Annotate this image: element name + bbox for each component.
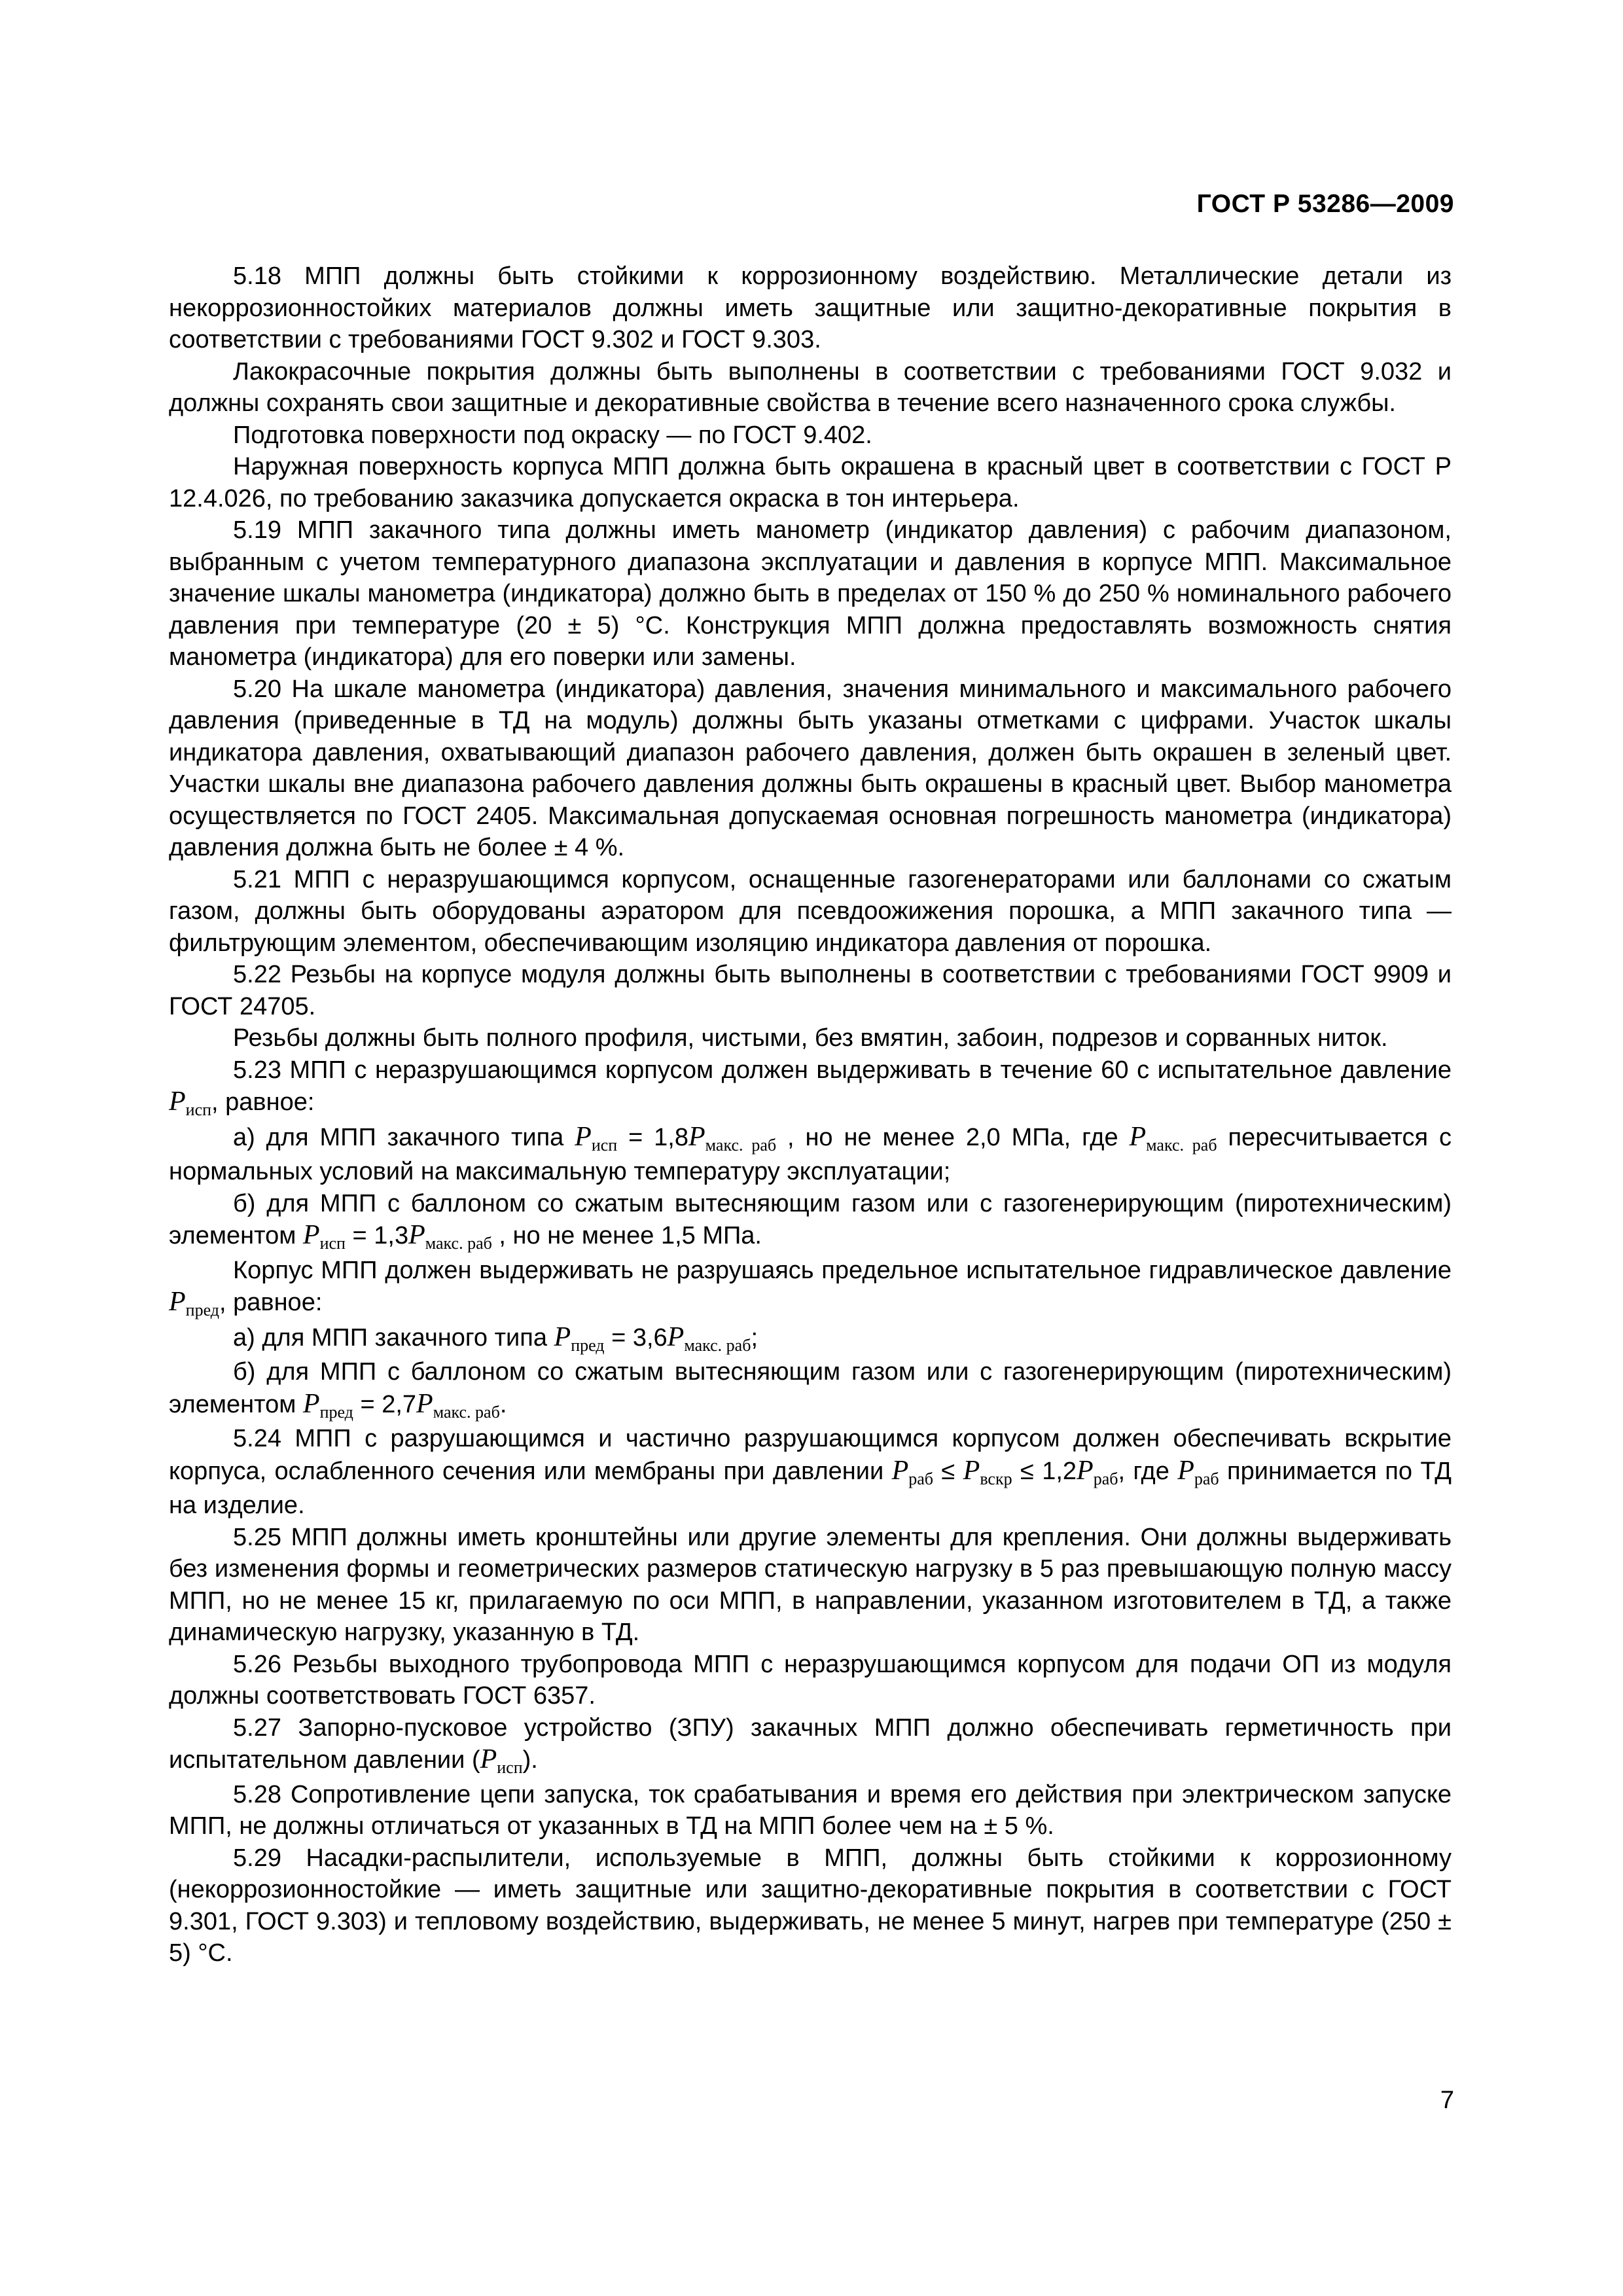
subscript-maks-rab: макс. раб <box>425 1234 492 1253</box>
symbol-p: P <box>302 1388 320 1419</box>
paragraph-limit-a <box>169 1321 1452 1357</box>
text-segment: = 1,8 <box>628 1123 688 1151</box>
document-body <box>169 260 1452 1969</box>
paragraph-5-23-b <box>169 1188 1452 1255</box>
paragraph-limit-pressure <box>169 1255 1452 1321</box>
page-number: 7 <box>1440 2087 1454 2114</box>
paragraph-5-26: 5.26 Резьбы выходного трубопровода МПП с неразрушающимся корпусом для подачи ОП из модуля должны соответствовать ГОСТ 6357. <box>169 1650 1452 1710</box>
paragraph-5-22: 5.22 Резьбы на корпусе модуля должны быть выполнены в соответствии с требованиями ГОСТ 9909 и ГОСТ 24705. <box>169 961 1452 1020</box>
symbol-p: P <box>480 1744 497 1774</box>
paragraph-5-24 <box>169 1423 1452 1522</box>
symbol-p: P <box>169 1086 186 1117</box>
subscript-isp: исп <box>497 1758 523 1777</box>
paragraph-5-25: 5.25 МПП должны иметь кронштейны или другие элементы для крепления. Они должны выдерживать без изменения формы и геометрических размеров статическую нагрузку в 5 раз превышающую полную массу МПП, но не менее 15 кг, прилагаемую по оси МПП, в направлении, указанном изготовителем в ТД, а также динамическую нагрузку, указанную в ТД. <box>169 1523 1452 1646</box>
subscript-rab: раб <box>1093 1469 1118 1488</box>
text-segment: б) для МПП с баллоном со сжатым вытесняющим газом или с газогенерирующим (пиротехническим) элементом <box>169 1358 1452 1418</box>
paragraph-threads: Резьбы должны быть полного профиля, чистыми, без вмятин, забоин, подрезов и сорванных ниток. <box>233 1024 1388 1052</box>
paragraph-5-29: 5.29 Насадки-распылители, используемые в МПП, должны быть стойкими к коррозионному (некоррозионностойкие — иметь защитные или защитно-декоративные покрытия в соответствии с ГОСТ 9.301, ГОСТ 9.303) и тепловому воздействию, выдерживать, не менее 5 минут, нагрев при температуре (250 ± 5) °С. <box>169 1844 1452 1967</box>
text-segment: = 3,6 <box>611 1323 668 1352</box>
text-segment: , равное: <box>219 1289 323 1316</box>
subscript-rab: раб <box>1194 1469 1219 1488</box>
paragraph-5-28: 5.28 Сопротивление цепи запуска, ток срабатывания и время его действия при электрическом запуске МПП, не должны отличаться от указанных в ТД на МПП более чем на ± 5 %. <box>169 1780 1452 1840</box>
subscript-maks-rab: макс. раб <box>705 1135 777 1155</box>
text-segment: , где <box>1118 1457 1169 1485</box>
symbol-p: P <box>963 1455 980 1486</box>
text-segment: . <box>499 1390 507 1418</box>
subscript-maks-rab: макс. раб <box>684 1335 751 1355</box>
text-segment: а) для МПП закачного типа <box>233 1123 564 1151</box>
paragraph-5-20: 5.20 На шкале манометра (индикатора) давления, значения минимального и максимального рабочего давления (приведенные в ТД на модуль) должны быть указаны отметками с цифрами. Участок шкалы индикатора давления, охватывающий диапазон рабочего давления, должен быть окрашен в зеленый цвет. Участки шкалы вне диапазона рабочего давления должны быть окрашены в красный цвет. Выбор манометра осуществляется по ГОСТ 2405. Максимальная допускаемая основная погрешность манометра (индикатора) давления должна быть не более ± 4 %. <box>169 675 1452 861</box>
subscript-isp: исп <box>319 1234 346 1253</box>
text-segment: = 1,3 <box>352 1222 409 1249</box>
subscript-vskr: вскр <box>980 1469 1012 1488</box>
document-id-header: ГОСТ Р 53286—2009 <box>1196 190 1454 218</box>
symbol-p: P <box>1129 1121 1147 1152</box>
symbol-p: P <box>667 1321 685 1352</box>
text-segment: , но не менее 2,0 МПа, где <box>787 1123 1118 1151</box>
symbol-p: P <box>575 1121 592 1152</box>
subscript-pred: пред <box>571 1335 605 1355</box>
paragraph-5-23 <box>169 1054 1452 1121</box>
text-segment: , но не менее 1,5 МПа. <box>499 1222 762 1249</box>
text-segment: Корпус МПП должен выдерживать не разрушаясь предельное испытательное гидравлическое давление <box>233 1256 1452 1284</box>
paragraph-5-27 <box>169 1712 1452 1779</box>
symbol-p: P <box>891 1455 909 1486</box>
text-segment: ; <box>751 1323 758 1352</box>
subscript-isp: исп <box>591 1135 618 1155</box>
symbol-p: P <box>554 1321 571 1352</box>
text-segment: 5.23 МПП с неразрушающимся корпусом должен выдерживать в течение 60 с испытательное давление <box>233 1056 1452 1084</box>
text-segment: ). <box>522 1746 538 1774</box>
text-segment: = 2,7 <box>360 1390 417 1418</box>
text-segment: , равное: <box>211 1088 315 1116</box>
subscript-maks-rab: макс. раб <box>433 1402 500 1422</box>
paragraph-surface-prep: Подготовка поверхности под окраску — по ГОСТ 9.402. <box>233 421 872 449</box>
subscript-pred: пред <box>319 1402 353 1422</box>
symbol-p: P <box>408 1220 425 1250</box>
paragraph-5-18: 5.18 МПП должны быть стойкими к коррозионному воздействию. Металлические детали из некоррозионностойких материалов должны иметь защитные или защитно-декоративные покрытия в соответствии с требованиями ГОСТ 9.302 и ГОСТ 9.303. <box>169 262 1452 353</box>
paragraph-outer-surface: Наружная поверхность корпуса МПП должна быть окрашена в красный цвет в соответствии с ГОСТ Р 12.4.026, по требованию заказчика допускается окраска в тон интерьера. <box>169 453 1452 512</box>
paragraph-5-19: 5.19 МПП закачного типа должны иметь манометр (индикатор давления) с рабочим диапазоном, выбранным с учетом температурного диапазона эксплуатации и давления в корпусе МПП. Максимальное значение шкалы манометра (индикатора) должно быть в пределах от 150 % до 250 % номинального рабочего давления при температуре (20 ± 5) °С. Конструкция МПП должна предоставлять возможность снятия манометра (индикатора) для его поверки или замены. <box>169 516 1452 671</box>
text-segment: 5.27 Запорно-пусковое устройство (ЗПУ) закачных МПП должно обеспечивать герметичность при испытательном давлении ( <box>169 1713 1452 1774</box>
paragraph-paint-coatings: Лакокрасочные покрытия должны быть выполнены в соответствии с требованиями ГОСТ 9.032 и должны сохранять свои защитные и декоративные свойства в течение всего назначенного срока службы. <box>169 357 1452 417</box>
symbol-p: P <box>169 1287 186 1317</box>
subscript-rab: раб <box>908 1469 934 1488</box>
text-segment: ≤ <box>941 1457 955 1485</box>
symbol-p: P <box>1177 1455 1194 1486</box>
text-segment: ≤ 1,2 <box>1020 1457 1077 1485</box>
paragraph-limit-b <box>169 1356 1452 1423</box>
text-segment: 5.24 МПП с разрушающимся и частично разрушающимся корпусом должен обеспечивать вскрытие корпуса, ослабленного сечения или мембраны при давлении <box>169 1425 1452 1485</box>
text-segment: б) для МПП с баллоном со сжатым вытесняющим газом или с газогенерирующим (пиротехническим) элементом <box>169 1189 1452 1249</box>
paragraph-5-21: 5.21 МПП с неразрушающимся корпусом, оснащенные газогенераторами или баллонами со сжатым газом, должны быть оборудованы аэратором для псевдоожижения порошка, а МПП закачного типа — фильтрующим элементом, обеспечивающим изоляцию индикатора давления от порошка. <box>169 865 1452 957</box>
text-segment: а) для МПП закачного типа <box>233 1323 547 1352</box>
symbol-p: P <box>302 1220 320 1250</box>
subscript-pred: пред <box>185 1300 219 1319</box>
symbol-p: P <box>1077 1455 1094 1486</box>
subscript-maks-rab: макс. раб <box>1146 1135 1217 1155</box>
symbol-p: P <box>416 1388 433 1419</box>
text-segment: принимается по ТД на изделие. <box>169 1457 1452 1519</box>
paragraph-5-23-a <box>169 1121 1452 1188</box>
symbol-p: P <box>688 1121 705 1152</box>
subscript-isp: исп <box>185 1100 212 1119</box>
text-segment: пересчитывается с нормальных условий на максимальную температуру эксплуатации; <box>169 1123 1452 1185</box>
